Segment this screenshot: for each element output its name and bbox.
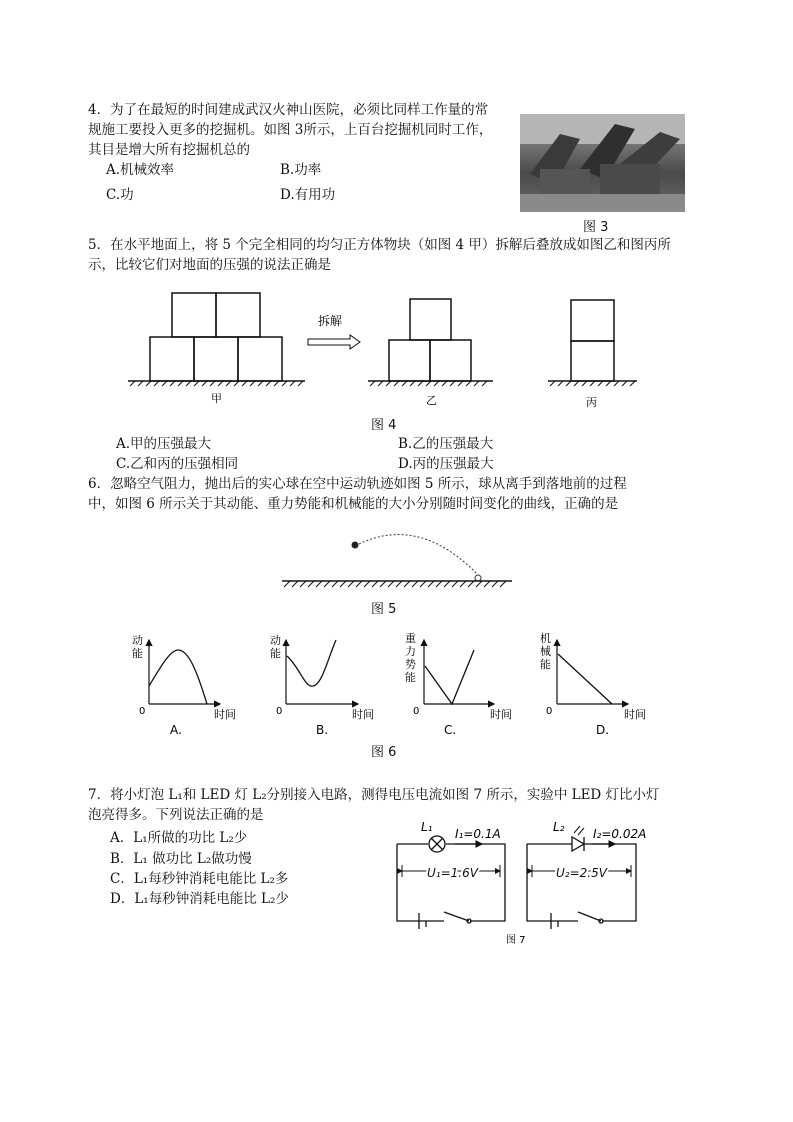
q5-option-a: A.甲的压强最大 <box>116 436 212 452</box>
figure-6-caption: 图 6 <box>371 745 397 760</box>
graph-b-xlabel: 时间 <box>352 708 374 721</box>
q6-line2: 中，如图 6 所示关于其动能、重力势能和机械能的大小分别随时间变化的曲线，正确的是 <box>88 496 619 512</box>
figure-5-caption: 图 5 <box>371 602 397 617</box>
q4-line3: 其目是增大所有挖掘机总的 <box>88 142 250 158</box>
graph-d-origin: 0 <box>546 706 553 717</box>
circuit-1 <box>397 836 505 929</box>
graph-a-ylabel-1: 动 <box>132 634 143 647</box>
graph-c-letter: C. <box>444 723 457 737</box>
graph-b <box>270 633 374 737</box>
circuit-2-lamp-label: L₂ <box>553 820 565 834</box>
circuit-1-current: I₁=0.1A <box>455 827 501 841</box>
excavator-photo <box>520 114 685 212</box>
q4-option-c: C.功 <box>106 187 134 203</box>
graph-a-ylabel-2: 能 <box>132 647 143 660</box>
label-bing: 丙 <box>586 396 597 409</box>
blocks-jia <box>128 293 305 381</box>
graph-a-xlabel: 时间 <box>214 708 236 721</box>
graph-d-ylabel-3: 能 <box>540 658 551 671</box>
excavator-photo-shapes <box>520 114 685 212</box>
graph-d-xlabel: 时间 <box>624 708 646 721</box>
graph-b-origin: 0 <box>276 706 283 717</box>
figure-4 <box>0 285 793 415</box>
circuit-1-lamp-label: L₁ <box>421 820 433 834</box>
arrow-label: 拆解 <box>318 314 343 328</box>
arrow-icon <box>308 335 360 349</box>
q7-line2: 泡亮得多。下列说法正确的是 <box>88 807 264 823</box>
graph-c-ylabel-1: 重 <box>405 632 416 645</box>
q6-line1: 6．忽略空气阻力，抛出后的实心球在空中运动轨迹如图 5 所示，球从离手到落地前的过程 <box>88 476 627 492</box>
led-l2-icon <box>572 837 584 851</box>
graph-c-ylabel-3: 势 <box>405 658 416 671</box>
blocks-yi <box>368 299 493 381</box>
q5-line1: 5．在水平地面上，将 5 个完全相同的均匀正方体物块（如图 4 甲）拆解后叠放成如图乙和图丙所 <box>88 237 671 253</box>
q7-line1: 7．将小灯泡 L₁和 LED 灯 L₂分别接入电路，测得电压电流如图 7 所示，实验中 LED 灯比小灯 <box>88 787 660 803</box>
circuit-2-current: I₂=0.02A <box>593 827 647 841</box>
q4-option-d: D.有用功 <box>280 187 336 203</box>
q7-option-c: C．L₁每秒钟消耗电能比 L₂多 <box>110 871 289 887</box>
graph-b-ylabel-2: 能 <box>270 647 281 660</box>
circuit-1-voltage: U₁=1.6V <box>427 866 478 880</box>
figure-5 <box>0 530 793 600</box>
graph-c-ylabel-2: 力 <box>405 645 416 658</box>
figure-7 <box>0 815 793 950</box>
figure-6 <box>0 628 793 738</box>
q5-line2: 示，比较它们对地面的压强的说法正确是 <box>88 257 331 273</box>
figure-3-caption: 图 3 <box>583 220 609 235</box>
graph-a-letter: A. <box>170 723 182 737</box>
label-yi: 乙 <box>426 394 437 407</box>
trajectory <box>359 535 478 575</box>
graph-d-letter: D. <box>596 723 610 737</box>
graph-d-ylabel-2: 械 <box>540 645 551 658</box>
graph-c-ylabel-4: 能 <box>405 671 416 684</box>
q5-option-c: C.乙和丙的压强相同 <box>116 456 239 472</box>
graph-b-letter: B. <box>316 723 329 737</box>
q4-line1: 4．为了在最短的时间建成武汉火神山医院，必须比同样工作量的常 <box>88 102 489 118</box>
q4-option-a: A.机械效率 <box>106 162 175 178</box>
ball-end <box>475 575 481 581</box>
graph-c-origin: 0 <box>413 706 420 717</box>
graph-d <box>540 631 646 737</box>
q4-option-b: B.功率 <box>280 162 322 178</box>
q5-option-b: B.乙的压强最大 <box>398 436 494 452</box>
q7-option-d: D．L₁每秒钟消耗电能比 L₂少 <box>110 891 289 907</box>
graph-a-origin: 0 <box>139 706 146 717</box>
graph-c <box>405 631 512 737</box>
circuit-2-voltage: U₂=2.5V <box>556 866 607 880</box>
q4-line2: 规施工要投入更多的挖掘机。如图 3所示，上百台挖掘机同时工作， <box>88 122 493 138</box>
label-jia: 甲 <box>211 392 222 405</box>
graph-a <box>132 633 236 737</box>
figure-7-caption: 图 7 <box>506 935 526 946</box>
q7-option-b: B．L₁ 做功比 L₂做功慢 <box>110 851 252 867</box>
q7-option-a: A．L₁所做的功比 L₂少 <box>110 830 248 846</box>
ball-start <box>352 542 359 549</box>
graph-c-xlabel: 时间 <box>490 708 512 721</box>
q5-option-d: D.丙的压强最大 <box>398 456 494 472</box>
graph-b-ylabel-1: 动 <box>270 634 281 647</box>
blocks-bing <box>548 300 637 381</box>
figure-4-caption: 图 4 <box>371 418 397 433</box>
graph-d-ylabel-1: 机 <box>540 632 551 645</box>
